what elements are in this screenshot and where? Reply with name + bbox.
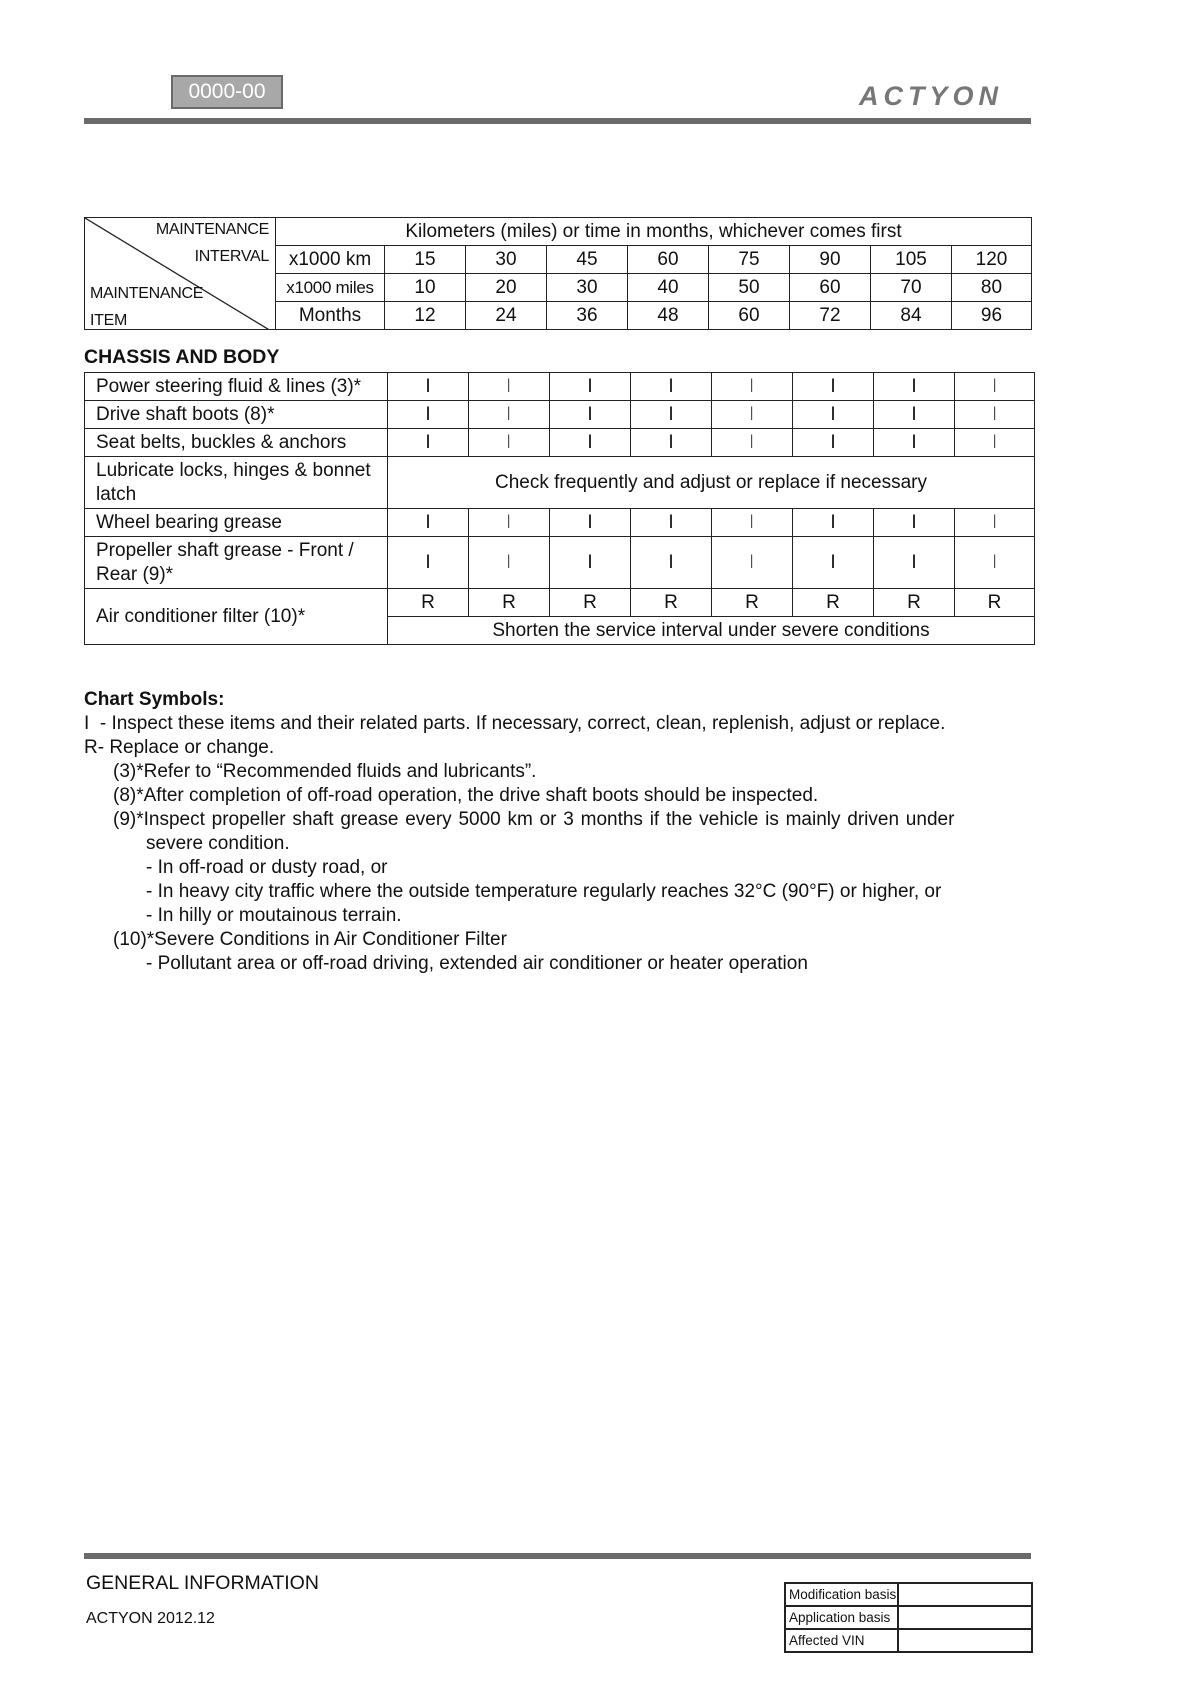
legend-note: - In hilly or moutainous terrain.	[146, 905, 402, 926]
mark-cell: I	[550, 537, 631, 589]
mark-cell	[469, 429, 550, 457]
mark-cell: I	[550, 509, 631, 537]
mark: I	[750, 551, 754, 573]
miles-value: 60	[790, 274, 871, 302]
footer-model-date: ACTYON 2012.12	[86, 1610, 215, 1627]
mark: I	[750, 403, 754, 425]
mark-cell	[469, 373, 550, 401]
km-value: 30	[466, 246, 547, 274]
table-row	[85, 429, 1035, 457]
header-rule	[84, 118, 1031, 124]
corner-label-item: ITEM	[90, 312, 128, 329]
km-value: 45	[547, 246, 628, 274]
mark-cell: I	[388, 373, 469, 401]
interval-span-title: Kilometers (miles) or time in months, whichever comes first	[276, 218, 1032, 246]
mark-cell: R	[631, 589, 712, 617]
section-title: CHASSIS AND BODY	[84, 346, 280, 368]
mark-cell	[712, 537, 793, 589]
mark: I	[507, 375, 511, 397]
mark-cell	[955, 537, 1035, 589]
item-label: Power steering fluid & lines (3)*	[85, 373, 388, 401]
mark-cell	[955, 401, 1035, 429]
revision-basis-table	[784, 1582, 1033, 1653]
mark-cell: R	[550, 589, 631, 617]
miles-value: 20	[466, 274, 547, 302]
mark-cell: I	[793, 537, 874, 589]
miles-value: 30	[547, 274, 628, 302]
mark-cell: I	[874, 429, 955, 457]
mark-cell: I	[631, 373, 712, 401]
corner-label-maintenance: MAINTENANCE	[155, 221, 269, 238]
mark: I	[507, 431, 511, 453]
km-value: 75	[709, 246, 790, 274]
legend-note: - In off-road or dusty road, or	[146, 857, 388, 878]
legend-title: Chart Symbols:	[84, 689, 225, 710]
legend-note: (3)*Refer to “Recommended fluids and lubricants”.	[113, 761, 537, 782]
corner-label-maintenance-item: MAINTENANCE	[90, 285, 204, 302]
basis-value	[898, 1629, 1032, 1652]
mark-cell: R	[712, 589, 793, 617]
km-value: 90	[790, 246, 871, 274]
brand-name: ACTYON	[859, 82, 1003, 110]
mark-cell	[955, 429, 1035, 457]
item-label: Wheel bearing grease	[85, 509, 388, 537]
mark: I	[993, 511, 996, 533]
page-code-box	[171, 75, 283, 109]
chart-symbols-legend	[84, 688, 1034, 976]
table-row	[85, 537, 1035, 589]
mark-cell: I	[874, 401, 955, 429]
mark-cell: I	[793, 401, 874, 429]
table-row	[85, 401, 1035, 429]
mark-cell	[712, 429, 793, 457]
table-row	[85, 509, 1035, 537]
mark-cell: I	[631, 537, 712, 589]
months-value: 24	[466, 302, 547, 330]
mark: I	[993, 403, 996, 425]
table-row	[785, 1583, 1032, 1606]
brand-logo	[832, 82, 1030, 110]
legend-note: severe condition.	[146, 833, 290, 854]
mark-cell: I	[874, 373, 955, 401]
mark-cell: R	[388, 589, 469, 617]
mark-cell: I	[631, 401, 712, 429]
miles-value: 40	[628, 274, 709, 302]
mark-cell	[469, 537, 550, 589]
footer-title: GENERAL INFORMATION	[86, 1572, 319, 1594]
mark-cell	[712, 401, 793, 429]
months-value: 48	[628, 302, 709, 330]
mark-cell	[469, 401, 550, 429]
mark-cell: R	[793, 589, 874, 617]
mark-cell: I	[793, 373, 874, 401]
mark-cell: I	[874, 509, 955, 537]
interval-table	[84, 217, 1032, 330]
mark-cell: I	[550, 401, 631, 429]
mark-cell: I	[388, 509, 469, 537]
mark-cell	[955, 373, 1035, 401]
table-corner-cell	[85, 218, 276, 330]
months-value: 72	[790, 302, 871, 330]
maintenance-items-table	[84, 372, 1035, 645]
legend-note: (10)*Severe Conditions in Air Conditioner Filter	[113, 929, 507, 950]
mark-cell	[712, 509, 793, 537]
basis-label: Application basis	[785, 1606, 898, 1629]
item-note: Check frequently and adjust or replace if necessary	[388, 457, 1035, 509]
item-label: Seat belts, buckles & anchors	[85, 429, 388, 457]
mark-cell: I	[631, 429, 712, 457]
miles-value: 50	[709, 274, 790, 302]
legend-line: I - Inspect these items and their related parts. If necessary, correct, clean, replenish, adjust or replace.	[84, 713, 946, 734]
km-value: 120	[952, 246, 1032, 274]
table-row	[785, 1629, 1032, 1652]
table-row	[85, 589, 1035, 617]
unit-miles: x1000 miles	[276, 274, 385, 302]
mark: I	[993, 431, 996, 453]
legend-line: R- Replace or change.	[84, 737, 275, 758]
km-value: 105	[871, 246, 952, 274]
basis-value	[898, 1606, 1032, 1629]
basis-label: Affected VIN	[785, 1629, 898, 1652]
km-value: 60	[628, 246, 709, 274]
basis-label: Modification basis	[785, 1583, 898, 1606]
table-row	[85, 373, 1035, 401]
mark-cell: I	[388, 537, 469, 589]
mark-cell: I	[793, 509, 874, 537]
mark-cell: I	[793, 429, 874, 457]
mark-cell: R	[955, 589, 1035, 617]
item-label: Air conditioner filter (10)*	[85, 589, 388, 645]
table-row	[85, 457, 1035, 509]
mark-cell: R	[874, 589, 955, 617]
months-value: 12	[385, 302, 466, 330]
months-value: 60	[709, 302, 790, 330]
item-label: Drive shaft boots (8)*	[85, 401, 388, 429]
item-note: Shorten the service interval under severe conditions	[388, 617, 1035, 645]
basis-value	[898, 1583, 1032, 1606]
mark-cell: I	[388, 429, 469, 457]
unit-months: Months	[276, 302, 385, 330]
km-value: 15	[385, 246, 466, 274]
mark-cell: I	[874, 537, 955, 589]
page-code: 0000-00	[188, 80, 266, 103]
months-value: 96	[952, 302, 1032, 330]
item-label: Propeller shaft grease - Front / Rear (9)*	[85, 537, 388, 589]
mark-cell: I	[388, 401, 469, 429]
mark: I	[993, 375, 996, 397]
mark-cell: R	[469, 589, 550, 617]
mark: I	[507, 403, 511, 425]
corner-label-interval: INTERVAL	[194, 248, 269, 265]
footer-rule	[84, 1553, 1031, 1559]
mark: I	[993, 551, 996, 573]
mark-cell	[712, 373, 793, 401]
miles-value: 10	[385, 274, 466, 302]
mark: I	[750, 431, 754, 453]
legend-note: - In heavy city traffic where the outside temperature regularly reaches 32°C (90°F) or higher, or	[146, 881, 942, 902]
mark: I	[507, 511, 511, 533]
miles-value: 80	[952, 274, 1032, 302]
legend-note: (8)*After completion of off-road operation, the drive shaft boots should be inspected.	[113, 785, 819, 806]
mark-cell	[469, 509, 550, 537]
legend-note: - Pollutant area or off-road driving, extended air conditioner or heater operation	[146, 953, 808, 974]
mark-cell: I	[550, 373, 631, 401]
table-row	[785, 1606, 1032, 1629]
mark: I	[750, 511, 754, 533]
mark-cell	[955, 509, 1035, 537]
months-value: 36	[547, 302, 628, 330]
unit-km: x1000 km	[276, 246, 385, 274]
miles-value: 70	[871, 274, 952, 302]
mark: I	[750, 375, 754, 397]
mark-cell: I	[631, 509, 712, 537]
mark-cell: I	[550, 429, 631, 457]
months-value: 84	[871, 302, 952, 330]
mark: I	[507, 551, 511, 573]
legend-note: (9)*Inspect propeller shaft grease every 5000 km or 3 months if the vehicle is mainly driven under	[113, 809, 955, 830]
item-label: Lubricate locks, hinges & bonnet latch	[85, 457, 388, 509]
